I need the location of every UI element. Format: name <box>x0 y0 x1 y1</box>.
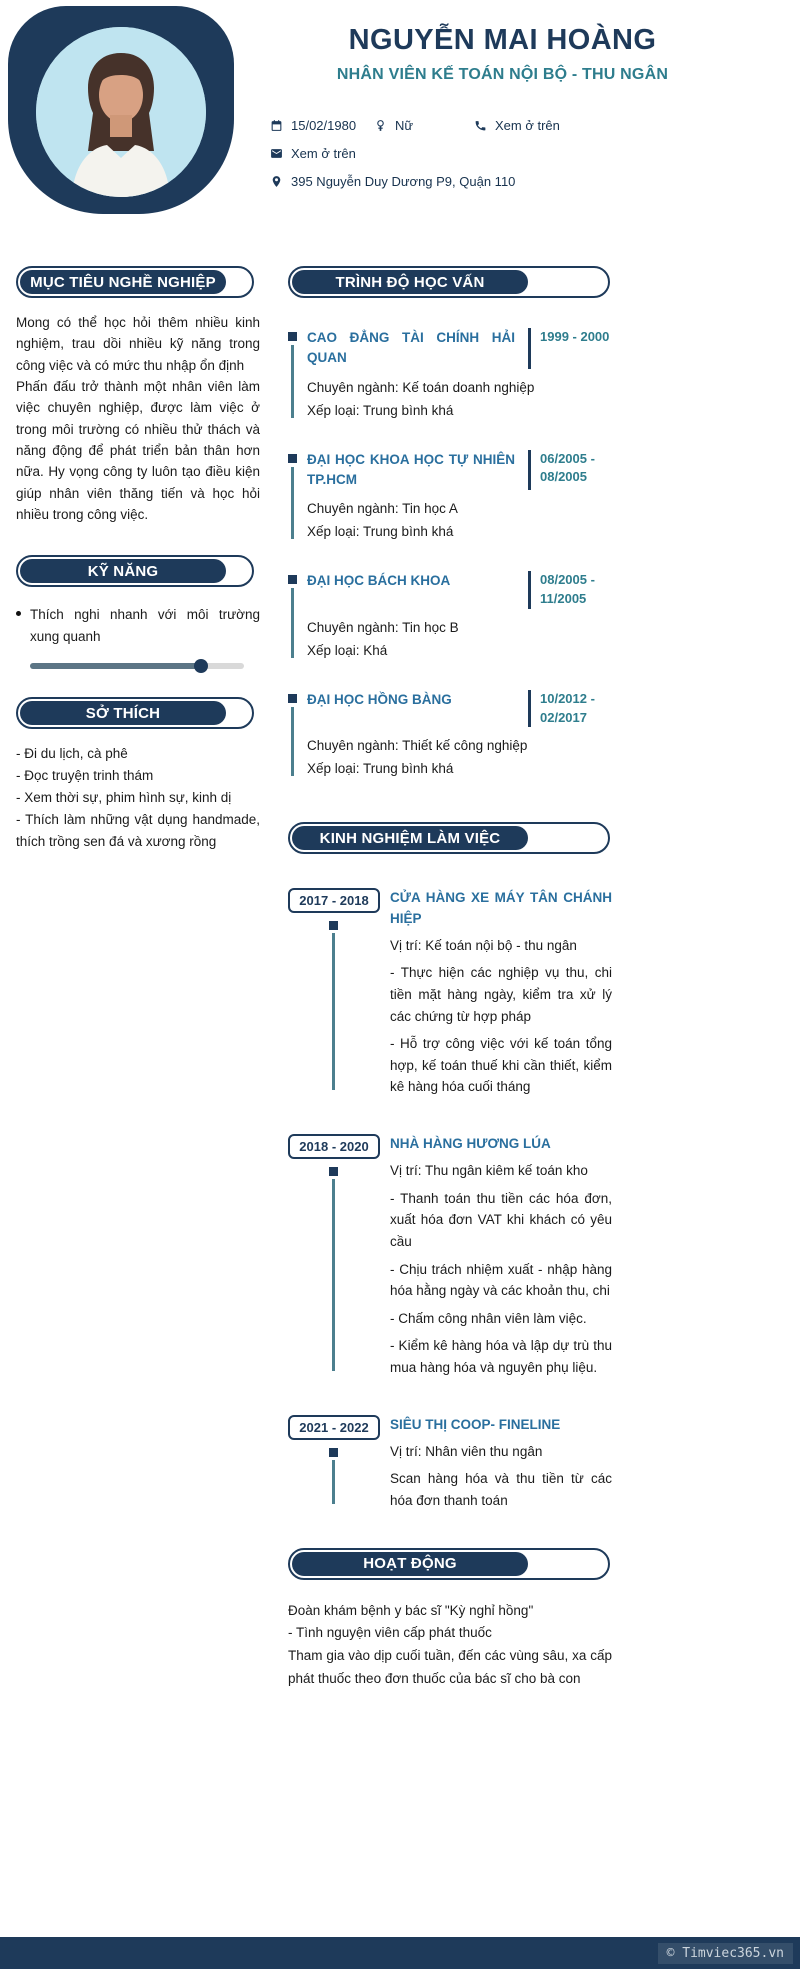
education-grade: Xếp loại: Khá <box>307 642 388 658</box>
timeline-line <box>291 467 294 540</box>
timeline-marker-icon <box>288 454 297 463</box>
timeline-marker-icon <box>288 575 297 584</box>
timeline-marker-icon <box>288 694 297 703</box>
experience-entry <box>288 1134 612 1379</box>
experience-list <box>288 888 612 1511</box>
school-name: CAO ĐẲNG TÀI CHÍNH HẢI QUAN <box>307 330 515 366</box>
section-title: HOẠT ĐỘNG <box>292 1552 528 1576</box>
date-divider <box>528 328 531 369</box>
education-body <box>307 328 612 418</box>
company-name: SIÊU THỊ COOP- FINELINE <box>390 1416 561 1432</box>
left-column <box>16 266 260 853</box>
skill-bar-fill <box>30 663 201 669</box>
section-title: MỤC TIÊU NGHỀ NGHIỆP <box>20 270 226 294</box>
date-divider <box>528 450 531 491</box>
section-title: TRÌNH ĐỘ HỌC VẤN <box>292 270 528 294</box>
education-major: Chuyên ngành: Thiết kế công nghiệp <box>307 738 528 754</box>
objective-text <box>16 312 260 525</box>
education-entry <box>288 328 612 418</box>
period-value: 06/2005 - 08/2005 <box>540 450 595 485</box>
school-name: ĐẠI HỌC BÁCH KHOA <box>307 573 451 588</box>
activity-line: Tham gia vào dịp cuối tuần, đến các vùng sâu, xa cấp phát thuốc theo đơn thuốc của bác sĩ cho bà con <box>288 1648 612 1686</box>
experience-line: Scan hàng hóa và thu tiền từ các hóa đơn thanh toán <box>390 1471 612 1509</box>
hobby-item: - Thích làm những vật dụng handmade, thích trồng sen đá và xương rồng <box>16 812 260 849</box>
education-body <box>307 690 612 777</box>
education-period <box>528 328 612 369</box>
activity-line: Đoàn khám bệnh y bác sĩ "Kỳ nghỉ hồng" <box>288 1602 534 1618</box>
contact-row-3 <box>270 174 785 189</box>
experience-timeline <box>288 1134 390 1379</box>
experience-line: - Chịu trách nhiệm xuất - nhập hàng hóa hằng ngày và các khoản thu, chi <box>390 1261 612 1299</box>
contact-info <box>270 118 785 202</box>
timeline-line <box>291 345 294 418</box>
contact-row-2 <box>270 146 785 161</box>
timeline-line <box>332 1179 335 1371</box>
skill-level-slider <box>30 663 244 669</box>
timeline-marker-icon <box>329 1167 338 1176</box>
period-value: 08/2005 - 11/2005 <box>540 572 595 606</box>
company-name: NHÀ HÀNG HƯƠNG LÚA <box>390 1136 551 1152</box>
hobby-list <box>16 743 260 852</box>
education-entry <box>288 690 612 777</box>
timeline-marker-icon <box>329 1448 338 1457</box>
contact-row-1 <box>270 118 785 133</box>
dob-field <box>270 118 374 133</box>
education-grade: Xếp loại: Trung bình khá <box>307 524 454 539</box>
experience-line: - Hỗ trợ công việc với kế toán tổng hợp, kế toán thuế khi cần thiết, kiểm kê hàng hóa cuối tháng <box>390 1036 612 1095</box>
period-value: 10/2012 - 02/2017 <box>540 690 595 725</box>
school-name: ĐẠI HỌC HỒNG BÀNG <box>307 691 452 707</box>
watermark-credit: © Timviec365.vn <box>658 1943 793 1964</box>
section-title: KINH NGHIỆM LÀM VIỆC <box>292 826 528 850</box>
timeline-line <box>332 933 335 1090</box>
email-value: Xem ở trên <box>291 146 356 161</box>
address-value: 395 Nguyễn Duy Dương P9, Quận 110 <box>291 174 516 189</box>
skill-label: Thích nghi nhanh với môi trường xung quanh <box>30 607 260 644</box>
address-field <box>270 174 515 189</box>
education-entry <box>288 450 612 540</box>
education-period <box>528 450 612 491</box>
date-divider <box>528 690 531 728</box>
envelope-icon <box>270 147 283 160</box>
experience-body <box>390 888 612 1098</box>
calendar-icon <box>270 119 283 132</box>
experience-timeline <box>288 888 390 1098</box>
candidate-name: NGUYỄN MAI HOÀNG <box>348 24 657 56</box>
timeline-line <box>291 588 294 658</box>
date-divider <box>528 571 531 609</box>
education-list <box>288 328 612 776</box>
photo-background-shape <box>8 6 234 214</box>
education-body <box>307 450 612 540</box>
gender-value: Nữ <box>395 118 414 133</box>
education-entry <box>288 571 612 658</box>
timeline-rail <box>288 571 307 658</box>
experience-line: Vị trí: Nhân viên thu ngân <box>390 1443 543 1459</box>
section-title: SỞ THÍCH <box>20 701 226 725</box>
bullet-icon <box>16 611 21 616</box>
section-header-hobbies <box>16 697 254 729</box>
timeline-line <box>332 1460 335 1504</box>
activities-text <box>288 1600 612 1691</box>
education-major: Chuyên ngành: Kế toán doanh nghiệp <box>307 379 535 395</box>
hobby-item: - Xem thời sự, phim hình sự, kinh dị <box>16 790 232 806</box>
timeline-rail <box>288 690 307 777</box>
education-major: Chuyên ngành: Tin học A <box>307 501 458 516</box>
experience-body <box>390 1134 612 1379</box>
location-pin-icon <box>270 175 283 188</box>
experience-entry <box>288 1415 612 1512</box>
timeline-line <box>291 707 294 777</box>
company-name: CỬA HÀNG XE MÁY TÂN CHÁNH HIỆP <box>390 890 612 926</box>
education-grade: Xếp loại: Trung bình khá <box>307 402 454 418</box>
skill-item <box>16 604 260 647</box>
female-icon <box>374 119 387 132</box>
education-major: Chuyên ngành: Tin học B <box>307 619 459 635</box>
experience-timeline <box>288 1415 390 1512</box>
timeline-rail <box>288 328 307 418</box>
section-header-activities <box>288 1548 610 1580</box>
objective-paragraph: Phấn đấu trở thành một nhân viên làm việc chuyên nghiệp, được làm việc ở trong môi trường có nhiều thử thách và năng động để phát triển bản thân hơn nữa. Hy vọng công ty luôn tạo điều kiện giúp nhân viên thăng tiến và học hỏi nhiều trong công việc. <box>16 378 260 522</box>
experience-line: - Thanh toán thu tiền các hóa đơn, xuất hóa đơn VAT khi khách có yêu cầu <box>390 1190 612 1250</box>
timeline-marker-icon <box>329 921 338 930</box>
header <box>0 0 800 232</box>
profile-photo <box>36 27 206 197</box>
timeline-rail <box>288 450 307 540</box>
section-header-objective <box>16 266 254 298</box>
section-header-education <box>288 266 610 298</box>
experience-period: 2017 - 2018 <box>288 888 380 913</box>
hobby-item: - Đi du lịch, cà phê <box>16 746 128 762</box>
experience-period: 2021 - 2022 <box>288 1415 380 1440</box>
experience-period: 2018 - 2020 <box>288 1134 380 1159</box>
phone-icon <box>474 119 487 132</box>
right-column <box>288 266 612 1690</box>
phone-field <box>474 118 560 133</box>
section-header-experience <box>288 822 610 854</box>
dob-value: 15/02/1980 <box>291 118 357 133</box>
education-period <box>528 690 612 728</box>
section-title: KỸ NĂNG <box>20 559 226 583</box>
timeline-marker-icon <box>288 332 297 341</box>
objective-paragraph: Mong có thể học hỏi thêm nhiều kinh nghiệm, trau dồi nhiều kỹ năng trong công việc và có mức thu nhập ổn định <box>16 315 260 373</box>
footer-bar <box>0 1937 800 1969</box>
experience-line: Vị trí: Kế toán nội bộ - thu ngân <box>390 937 577 953</box>
content-columns <box>0 266 800 1690</box>
section-header-skills <box>16 555 254 587</box>
email-field <box>270 146 356 161</box>
school-name: ĐẠI HỌC KHOA HỌC TỰ NHIÊN TP.HCM <box>307 451 515 487</box>
skill-slider-handle <box>194 659 208 673</box>
experience-line: - Chấm công nhân viên làm việc. <box>390 1310 587 1326</box>
job-title: NHÂN VIÊN KẾ TOÁN NỘI BỘ - THU NGÂN <box>336 66 669 83</box>
period-value: 1999 - 2000 <box>540 329 610 344</box>
education-body <box>307 571 612 658</box>
gender-field <box>374 118 474 133</box>
identity-block <box>250 24 755 84</box>
avatar-illustration <box>36 27 206 197</box>
phone-value: Xem ở trên <box>495 118 560 133</box>
hobby-item: - Đọc truyện trinh thám <box>16 768 154 784</box>
experience-line: - Kiểm kê hàng hóa và lập dự trù thu mua hàng hóa và nguyên phụ liệu. <box>390 1338 612 1376</box>
experience-body <box>390 1415 612 1512</box>
experience-line: - Thực hiện các nghiệp vụ thu, chi tiền mặt hàng ngày, kiểm tra xử lý các chứng từ hợp pháp <box>390 965 612 1024</box>
education-grade: Xếp loại: Trung bình khá <box>307 761 454 777</box>
experience-entry <box>288 888 612 1098</box>
activity-line: - Tình nguyện viên cấp phát thuốc <box>288 1625 492 1641</box>
experience-line: Vị trí: Thu ngân kiêm kế toán kho <box>390 1163 588 1179</box>
education-period <box>528 571 612 609</box>
